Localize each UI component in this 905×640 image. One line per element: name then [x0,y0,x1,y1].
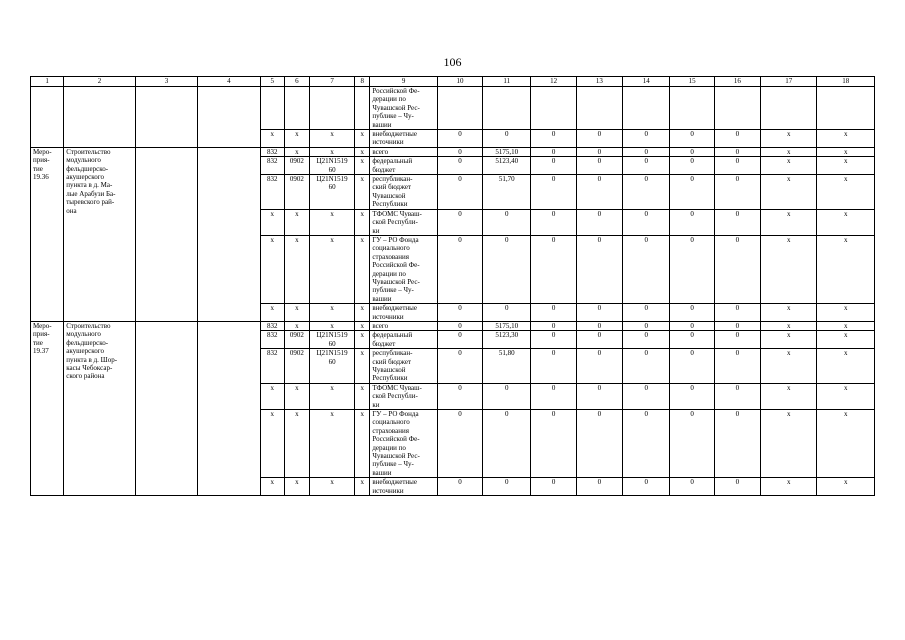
value-cell: 0 [714,321,760,330]
col6-cell: 0902 [284,175,309,210]
col5-cell: x [260,304,284,322]
col8-cell: x [355,209,370,235]
value-cell: x [761,331,817,349]
value-cell: 0 [670,331,714,349]
value-cell: x [817,304,875,322]
value-cell: 0 [714,478,760,496]
value-cell: 0 [714,235,760,303]
value-cell: x [761,235,817,303]
value-cell: 0 [714,331,760,349]
table-row [31,147,875,156]
table-body [31,87,875,496]
header-cell-1: 1 [31,77,64,87]
col7-cell: Ц21N1519 60 [309,349,354,384]
value-cell: 0 [670,235,714,303]
value-cell: 0 [483,209,531,235]
value-cell: 0 [576,349,622,384]
value-cell: 0 [714,209,760,235]
col5-cell: x [260,130,284,148]
value-cell: x [761,209,817,235]
header-cell-16: 16 [714,77,760,87]
value-cell: 0 [623,410,670,478]
value-cell: x [761,383,817,409]
col6-cell: x [284,209,309,235]
funding-source-cell: ТФОМС Чуваш- ской Республи- ки [370,383,437,409]
col8-cell: x [355,331,370,349]
value-cell: 0 [576,209,622,235]
value-cell: 0 [576,478,622,496]
value-cell: 0 [437,157,482,175]
value-cell: 0 [576,147,622,156]
col7-cell: Ц21N1519 60 [309,331,354,349]
col6-cell: x [284,410,309,478]
value-cell: 0 [483,410,531,478]
funding-source-cell: внебюджетные источники [370,478,437,496]
value-cell: 0 [531,331,576,349]
value-cell: x [761,175,817,210]
funding-source-cell: республикан- ский бюджет Чувашской Республики [370,349,437,384]
value-cell [483,87,531,130]
value-cell: 0 [670,130,714,148]
value-cell: 0 [623,175,670,210]
col4-cell [198,321,260,495]
value-cell: x [761,130,817,148]
value-cell: 0 [437,410,482,478]
value-cell: 0 [531,209,576,235]
value-cell: 0 [531,478,576,496]
value-cell: 0 [576,130,622,148]
col6-cell: 0902 [284,157,309,175]
value-cell: 0 [714,175,760,210]
value-cell: 0 [670,157,714,175]
col5-cell: x [260,383,284,409]
col8-cell: x [355,235,370,303]
value-cell [576,87,622,130]
value-cell: x [817,157,875,175]
header-cell-12: 12 [531,77,576,87]
header-cell-3: 3 [135,77,197,87]
col5-cell: 832 [260,349,284,384]
col8-cell: x [355,304,370,322]
value-cell: 0 [437,304,482,322]
col7-cell: Ц21N1519 60 [309,175,354,210]
col5-cell: 832 [260,147,284,156]
value-cell: 0 [623,349,670,384]
value-cell: 0 [623,383,670,409]
value-cell: 0 [437,175,482,210]
value-cell: 0 [714,304,760,322]
value-cell: 0 [623,209,670,235]
value-cell: 0 [670,175,714,210]
col8-cell: x [355,478,370,496]
value-cell: 51,80 [483,349,531,384]
value-cell: 0 [576,321,622,330]
col8-cell: x [355,383,370,409]
value-cell: x [761,157,817,175]
col5-cell: 832 [260,321,284,330]
value-cell [437,87,482,130]
value-cell: 0 [576,157,622,175]
value-cell: x [817,209,875,235]
value-cell: 0 [437,331,482,349]
value-cell: x [761,349,817,384]
value-cell: 0 [670,209,714,235]
value-cell: 0 [531,349,576,384]
col7-cell: x [309,410,354,478]
value-cell: 0 [483,130,531,148]
col3-cell [135,321,197,495]
col8-cell [355,87,370,130]
col3-cell [135,87,197,148]
col7-cell: x [309,235,354,303]
col6-cell: 0902 [284,349,309,384]
measure-description: Строительство модульного фельдшерско- акушерского пункта в д. Шор- касы Чебоксар- ского района [64,321,136,495]
header-cell-9: 9 [370,77,437,87]
value-cell: 0 [714,147,760,156]
header-cell-6: 6 [284,77,309,87]
value-cell: 5175,10 [483,321,531,330]
col6-cell: x [284,235,309,303]
col6-cell: 0902 [284,331,309,349]
col6-cell: x [284,383,309,409]
value-cell: 0 [437,147,482,156]
budget-table [30,76,875,496]
value-cell: x [817,130,875,148]
value-cell: 0 [437,383,482,409]
value-cell: 0 [437,235,482,303]
value-cell: 0 [576,331,622,349]
col6-cell: x [284,304,309,322]
value-cell: 0 [714,349,760,384]
funding-source-cell: всего [370,321,437,330]
value-cell: 0 [623,130,670,148]
value-cell: 5175,10 [483,147,531,156]
funding-source-cell: всего [370,147,437,156]
header-cell-7: 7 [309,77,354,87]
value-cell: 5123,40 [483,157,531,175]
header-cell-13: 13 [576,77,622,87]
header-cell-11: 11 [483,77,531,87]
value-cell: x [817,410,875,478]
value-cell: x [817,331,875,349]
value-cell: 0 [670,410,714,478]
funding-source-cell: внебюджетные источники [370,304,437,322]
value-cell: 0 [531,147,576,156]
value-cell: x [817,349,875,384]
col8-cell: x [355,157,370,175]
col8-cell: x [355,349,370,384]
header-cell-2: 2 [64,77,136,87]
value-cell: 0 [483,383,531,409]
value-cell: 0 [531,410,576,478]
funding-source-cell: федеральный бюджет [370,331,437,349]
value-cell: 0 [576,304,622,322]
measure-label: Меро- прия- тие 19.37 [31,321,64,495]
funding-source-cell: федеральный бюджет [370,157,437,175]
funding-source-cell: внебюджетные источники [370,130,437,148]
col4-cell [198,87,260,148]
measure-label: Меро- прия- тие 19.36 [31,147,64,321]
funding-source-cell: ГУ – РО Фонда социального страхования Российской Фе- дерации по Чувашской Рес- публике – Чу- вашии [370,235,437,303]
funding-source-cell: Российской Фе- дерации по Чувашской Рес- публике – Чу- вашии [370,87,437,130]
col5-cell: x [260,235,284,303]
col5-cell [260,87,284,130]
value-cell: 0 [531,130,576,148]
col7-cell [309,87,354,130]
value-cell: 0 [437,321,482,330]
value-cell: 0 [714,410,760,478]
value-cell [714,87,760,130]
value-cell: 0 [576,175,622,210]
value-cell: 0 [714,130,760,148]
value-cell: 0 [714,383,760,409]
value-cell: 0 [531,235,576,303]
value-cell: 51,70 [483,175,531,210]
value-cell: 0 [670,478,714,496]
measure-description: Строительство модульного фельдшерско- акушерского пункта в д. Ма- лые Арабузи Ба- тыревского рай- она [64,147,136,321]
col7-cell: x [309,478,354,496]
col7-cell: x [309,321,354,330]
col8-cell: x [355,147,370,156]
value-cell: 0 [623,157,670,175]
value-cell: 0 [623,321,670,330]
value-cell: 0 [437,349,482,384]
value-cell: 0 [483,304,531,322]
value-cell: 0 [623,147,670,156]
col8-cell: x [355,321,370,330]
value-cell: x [817,383,875,409]
value-cell: 0 [623,331,670,349]
value-cell: 0 [437,478,482,496]
col7-cell: x [309,383,354,409]
value-cell [531,87,576,130]
header-cell-14: 14 [623,77,670,87]
value-cell: 0 [531,383,576,409]
col6-cell: x [284,130,309,148]
col7-cell: x [309,209,354,235]
col7-cell: Ц21N1519 60 [309,157,354,175]
col2-cell [64,87,136,148]
header-cell-15: 15 [670,77,714,87]
value-cell: 0 [670,147,714,156]
value-cell: 0 [670,304,714,322]
table-row [31,87,875,130]
value-cell: 0 [437,209,482,235]
col5-cell: x [260,410,284,478]
col4-cell [198,147,260,321]
col5-cell: 832 [260,157,284,175]
col5-cell: x [260,209,284,235]
value-cell [623,87,670,130]
value-cell: 0 [483,478,531,496]
header-cell-5: 5 [260,77,284,87]
value-cell: 0 [437,130,482,148]
header-cell-4: 4 [198,77,260,87]
header-cell-17: 17 [761,77,817,87]
value-cell: x [761,304,817,322]
header-row [31,77,875,87]
value-cell: 5123,30 [483,331,531,349]
value-cell: x [817,147,875,156]
col7-cell: x [309,147,354,156]
value-cell: x [761,321,817,330]
value-cell: 0 [623,478,670,496]
col8-cell: x [355,410,370,478]
col6-cell: x [284,478,309,496]
value-cell: x [817,321,875,330]
value-cell: x [817,235,875,303]
value-cell: 0 [531,157,576,175]
value-cell: 0 [483,235,531,303]
value-cell: x [817,478,875,496]
value-cell [761,87,817,130]
header-cell-8: 8 [355,77,370,87]
col8-cell: x [355,130,370,148]
col5-cell: x [260,478,284,496]
table-header [31,77,875,87]
col6-cell [284,87,309,130]
value-cell: x [761,410,817,478]
value-cell: 0 [576,235,622,303]
funding-source-cell: ГУ – РО Фонда социального страхования Российской Фе- дерации по Чувашской Рес- публике – Чу- вашии [370,410,437,478]
col7-cell: x [309,130,354,148]
col1-cell [31,87,64,148]
header-cell-18: 18 [817,77,875,87]
value-cell: 0 [714,157,760,175]
value-cell: x [817,175,875,210]
col6-cell: x [284,147,309,156]
value-cell: 0 [623,235,670,303]
value-cell: 0 [670,349,714,384]
table-row [31,321,875,330]
value-cell: x [761,147,817,156]
value-cell: 0 [623,304,670,322]
col7-cell: x [309,304,354,322]
funding-source-cell: ТФОМС Чуваш- ской Республи- ки [370,209,437,235]
page-number: 106 [443,55,462,69]
value-cell: 0 [531,321,576,330]
value-cell [817,87,875,130]
col6-cell: x [284,321,309,330]
value-cell: x [761,478,817,496]
value-cell: 0 [531,175,576,210]
value-cell [670,87,714,130]
funding-source-cell: республикан- ский бюджет Чувашской Республики [370,175,437,210]
header-cell-10: 10 [437,77,482,87]
col8-cell: x [355,175,370,210]
value-cell: 0 [670,321,714,330]
col3-cell [135,147,197,321]
value-cell: 0 [531,304,576,322]
value-cell: 0 [670,383,714,409]
value-cell: 0 [576,383,622,409]
value-cell: 0 [576,410,622,478]
col5-cell: 832 [260,331,284,349]
col5-cell: 832 [260,175,284,210]
